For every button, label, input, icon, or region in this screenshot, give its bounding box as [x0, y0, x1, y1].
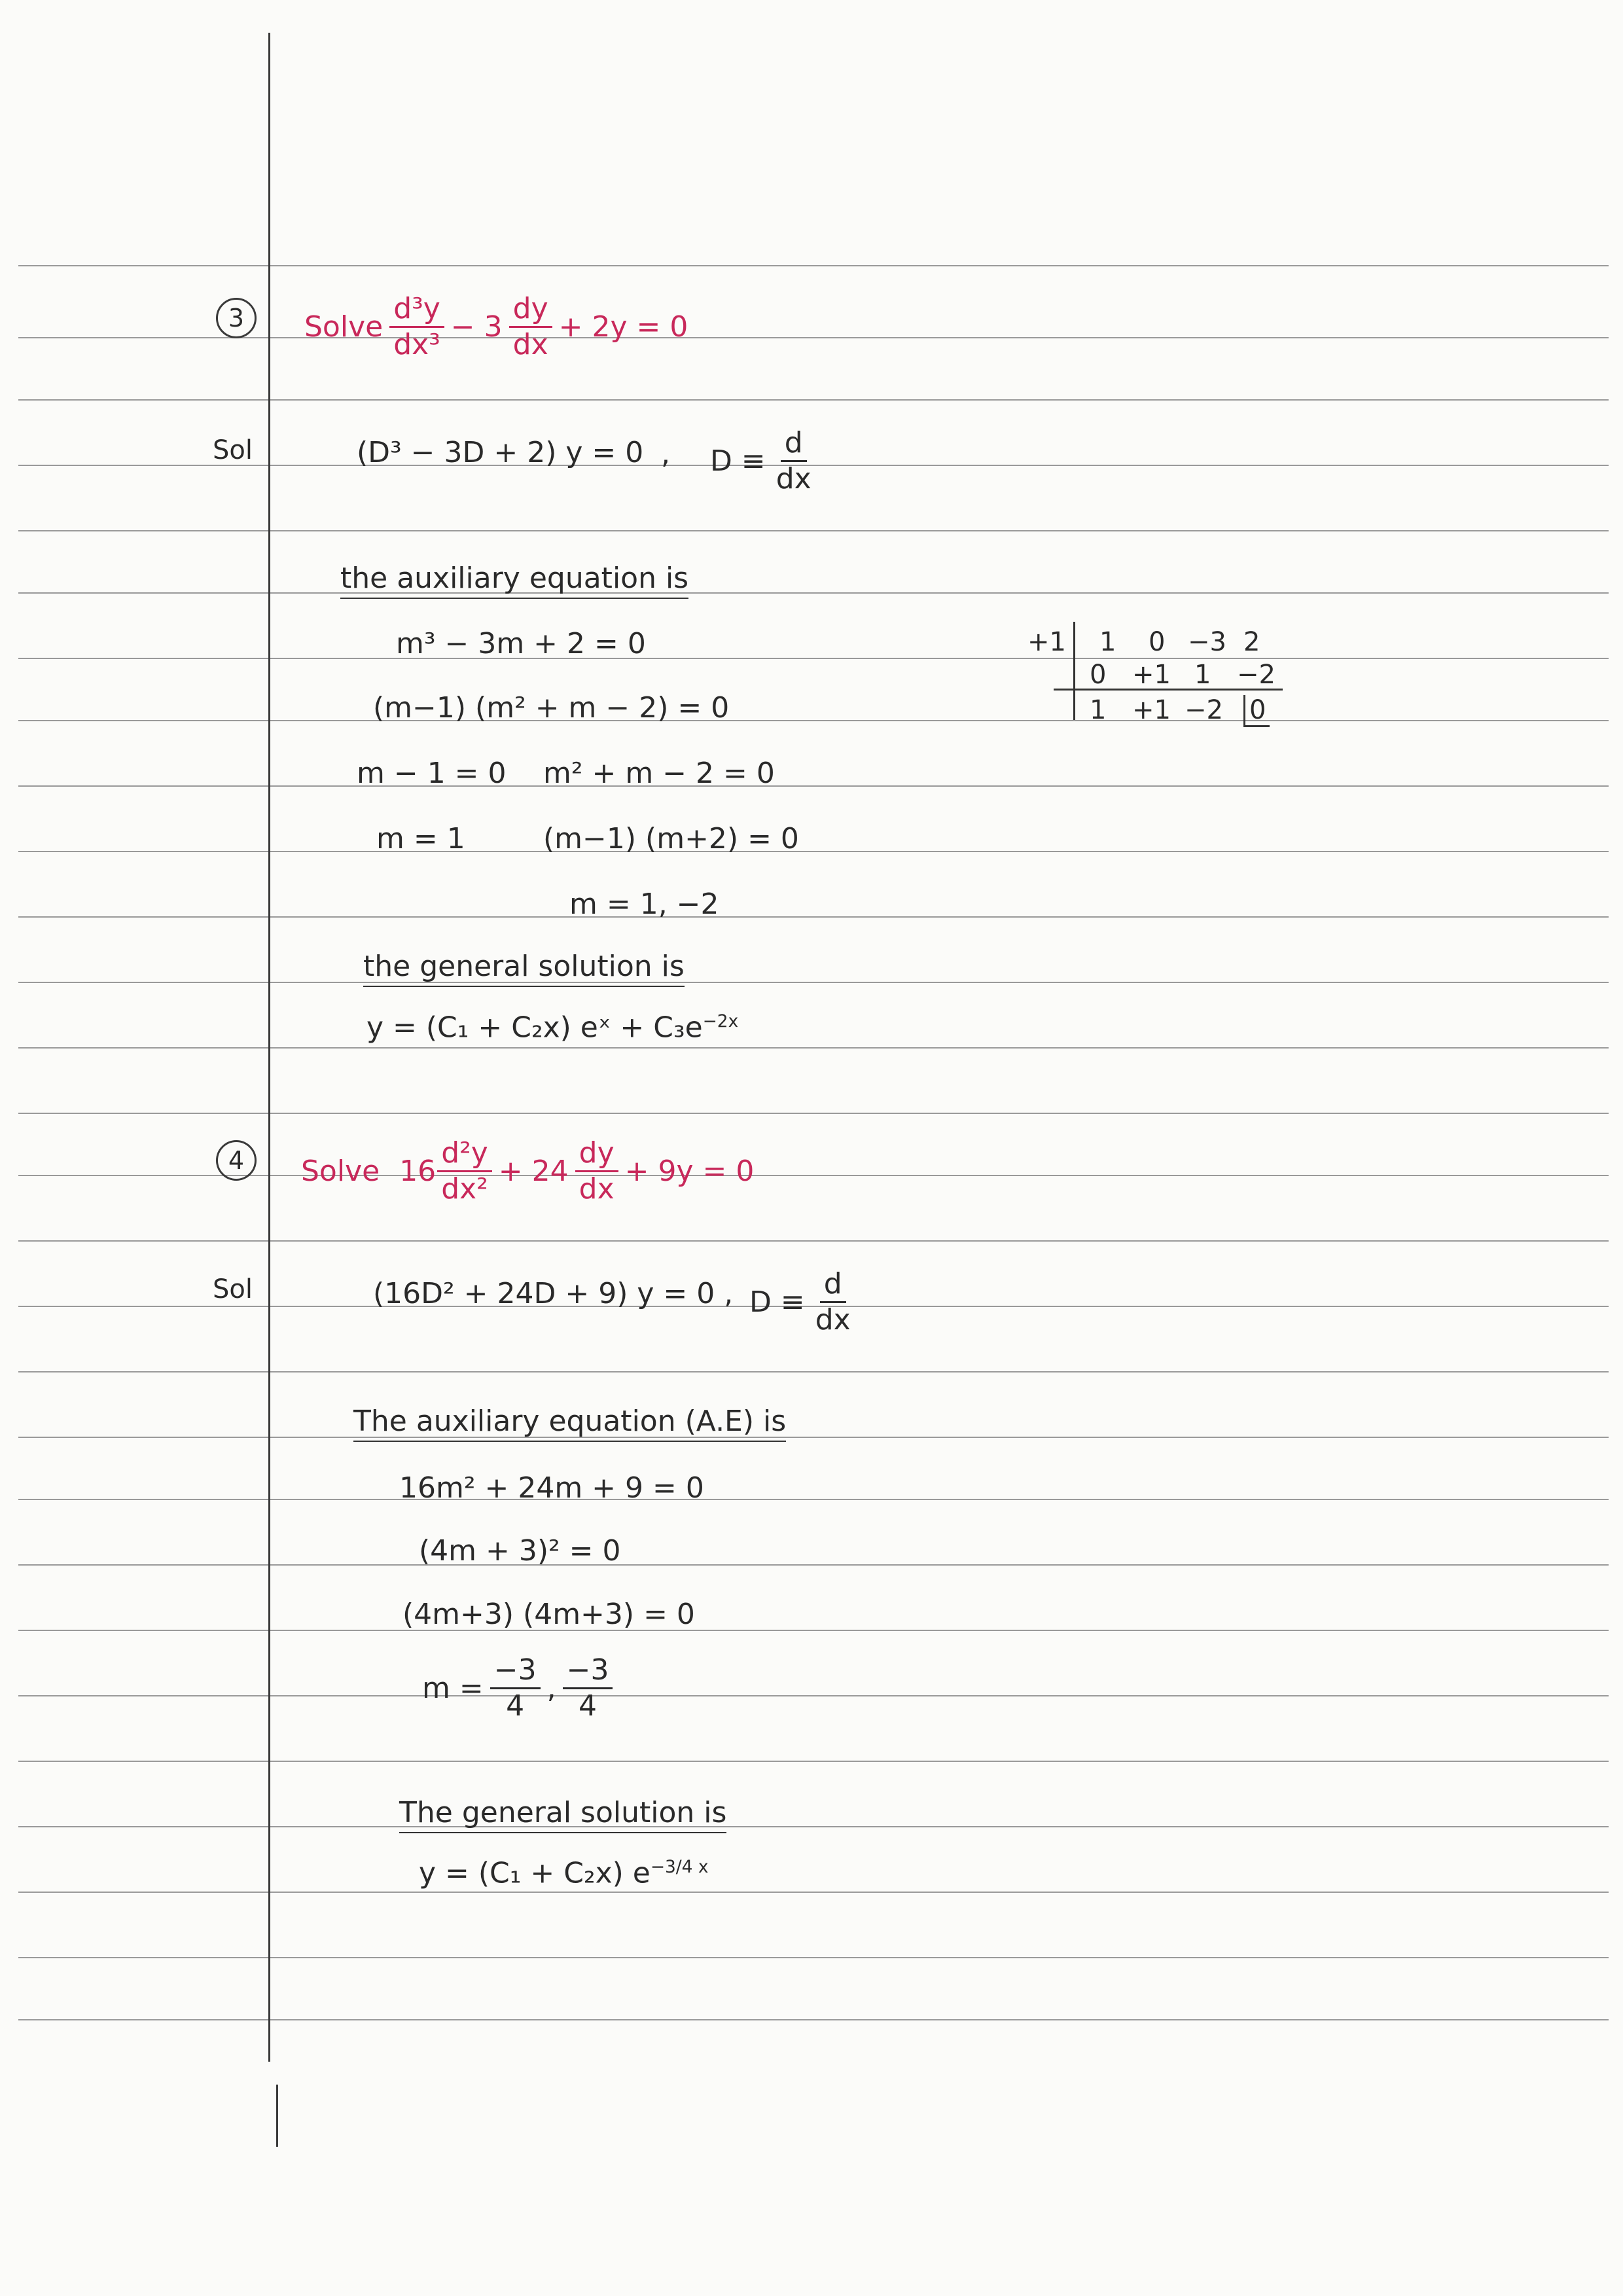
- dy-dx-fraction: $\frac{dy}{dx}$: [575, 1139, 618, 1204]
- ruled-line: [18, 399, 1609, 401]
- ruled-line: [18, 982, 1609, 983]
- d-operator-definition-4: D ≡ $\frac{d}{dx}$: [749, 1267, 851, 1336]
- root-equation-1: m − 1 = 0: [357, 757, 507, 790]
- solve-word: Solve: [301, 1154, 380, 1188]
- margin-line: [268, 33, 270, 2062]
- operator-form-4: (16D² + 24D + 9) y = 0 ,: [373, 1277, 734, 1310]
- synthetic-vertical-bar: [1073, 622, 1075, 720]
- ruled-line: [18, 1499, 1609, 1500]
- factored-2: (m−1) (m+2) = 0: [543, 822, 799, 855]
- ruled-line: [18, 530, 1609, 531]
- synthetic-divisor: +1: [1027, 627, 1066, 657]
- sol-label-3: Sol: [213, 435, 253, 465]
- ruled-line: [18, 1113, 1609, 1114]
- ruled-line: [18, 1240, 1609, 1242]
- ruled-line: [18, 265, 1609, 266]
- ruled-line: [18, 1761, 1609, 1762]
- d2y-dx2-fraction: $\frac{\text{d²y}}{\text{dx²}}$: [437, 1139, 492, 1204]
- aux-equation-3: m³ − 3m + 2 = 0: [396, 627, 646, 660]
- square-form-4: (4m + 3)² = 0: [419, 1534, 621, 1568]
- synthetic-division: +1 1 0 −3 2 0 +1 1 −2 1 +1 −2 0: [1027, 622, 1289, 726]
- remainder: 0: [1243, 695, 1270, 727]
- ruled-line: [18, 658, 1609, 659]
- solve-word: Solve: [304, 310, 383, 344]
- d-operator-definition-3: D ≡ $\frac{d}{dx}$: [710, 426, 812, 495]
- ruled-line: [18, 2019, 1609, 2020]
- problem-3-number: 3: [216, 298, 257, 338]
- ruled-line: [18, 1371, 1609, 1372]
- roots-4: m = $\frac{-3}{4}$ , $\frac{-3}{4}$: [422, 1656, 619, 1721]
- ruled-line: [18, 337, 1609, 338]
- ruled-line: [18, 592, 1609, 594]
- margin-line-stub: [276, 2085, 278, 2147]
- aux-equation-4: 16m² + 24m + 9 = 0: [399, 1471, 704, 1505]
- gen-heading-4: The general solution is: [399, 1799, 726, 1827]
- ruled-line: [18, 1957, 1609, 1958]
- ruled-line: [18, 720, 1609, 721]
- general-solution-4: y = (C₁ + C₂x) $e^{-3/4 x}$: [419, 1856, 709, 1890]
- root-equation-2: m² + m − 2 = 0: [543, 757, 775, 790]
- product-form-4: (4m+3) (4m+3) = 0: [402, 1598, 695, 1631]
- d3y-dx3-fraction: $\frac{\text{d³y}}{\text{dx³}}$: [389, 295, 444, 359]
- ruled-line: [18, 1892, 1609, 1893]
- roots-3: m = 1, −2: [569, 888, 719, 921]
- ruled-line: [18, 1047, 1609, 1049]
- problem-3-statement: Solve $\frac{\text{d³y}}{\text{dx³}}$ − 3 $\frac{dy}{dx}$ + 2y = 0: [304, 292, 688, 361]
- factored-3: (m−1) (m² + m − 2) = 0: [373, 691, 730, 725]
- operator-form-3: (D³ − 3D + 2) y = 0: [357, 436, 644, 469]
- ruled-line: [18, 1437, 1609, 1438]
- ruled-line: [18, 1175, 1609, 1176]
- ruled-line: [18, 851, 1609, 852]
- ruled-line: [18, 1630, 1609, 1631]
- ruled-line: [18, 1826, 1609, 1827]
- general-solution-3: y = (C₁ + C₂x) eˣ + $C_3e^{-2x}$: [366, 1011, 739, 1045]
- gen-heading-3: the general solution is: [363, 952, 685, 981]
- problem-4-number: 4: [216, 1140, 257, 1181]
- root-1: m = 1: [376, 822, 465, 855]
- ruled-line: [18, 916, 1609, 918]
- comma-3: ,: [661, 437, 670, 471]
- aux-heading-4: The auxiliary equation (A.E) is: [353, 1407, 786, 1436]
- sol-label-4: Sol: [213, 1274, 253, 1304]
- ruled-line: [18, 1695, 1609, 1696]
- dy-dx-fraction: $\frac{dy}{dx}$: [509, 295, 552, 359]
- ruled-line: [18, 785, 1609, 787]
- aux-heading-3: the auxiliary equation is: [340, 564, 688, 593]
- problem-4-statement: Solve 16 $\frac{\text{d²y}}{\text{dx²}}$ + 24 $\frac{dy}{dx}$ + 9y = 0: [301, 1136, 755, 1206]
- ruled-line: [18, 1564, 1609, 1566]
